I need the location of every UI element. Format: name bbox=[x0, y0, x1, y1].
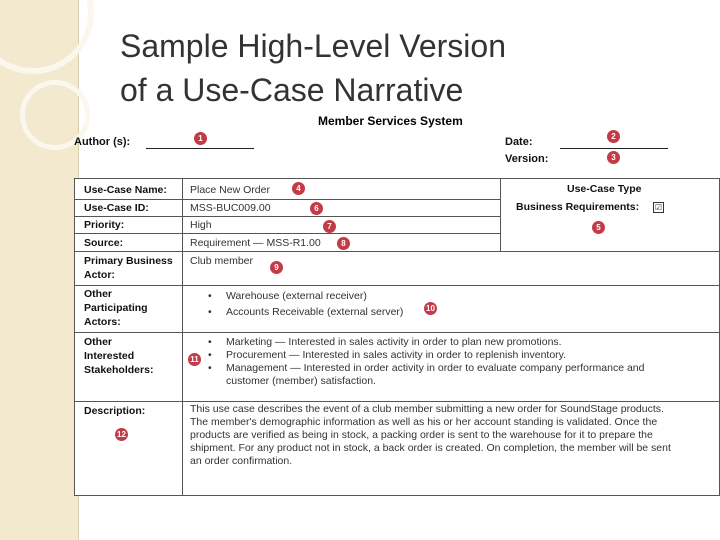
stakeholders-label-line-1: Other bbox=[84, 336, 113, 348]
callout-badge-3: 3 bbox=[607, 151, 620, 164]
callout-badge-9: 9 bbox=[270, 261, 283, 274]
use-case-name-label: Use-Case Name: bbox=[84, 184, 167, 196]
decorative-side-strip bbox=[0, 0, 79, 540]
grid-divider bbox=[74, 285, 720, 286]
priority-label: Priority: bbox=[84, 219, 125, 231]
use-case-type-label: Use-Case Type bbox=[567, 183, 642, 195]
source-value: Requirement — MSS-R1.00 bbox=[190, 237, 321, 249]
callout-badge-4: 4 bbox=[292, 182, 305, 195]
description-line: products are verified as being in stock, a packing order is sent to the warehouse for it to prepare the bbox=[190, 429, 653, 441]
source-label: Source: bbox=[84, 237, 124, 249]
stakeholders-label bbox=[84, 335, 153, 377]
callout-badge-11: 11 bbox=[188, 353, 201, 366]
list-item: • Marketing — Interested in sales activity in order to plan new promotions. bbox=[204, 336, 714, 349]
stakeholders-continuation: customer (member) satisfaction. bbox=[226, 375, 376, 387]
stakeholders-label-line-2: Interested bbox=[84, 350, 135, 362]
use-case-name-value: Place New Order bbox=[190, 184, 270, 196]
primary-actor-label-line-2: Actor: bbox=[84, 269, 115, 281]
version-label: Version: bbox=[505, 153, 549, 165]
description-line: The member's demographic information as well as his or her account standing is validated. Once the bbox=[190, 416, 658, 428]
primary-actor-value: Club member bbox=[190, 255, 254, 267]
date-label: Date: bbox=[505, 136, 533, 148]
callout-badge-5: 5 bbox=[592, 221, 605, 234]
decorative-ring bbox=[0, 0, 94, 74]
other-actors-label-line-3: Actors: bbox=[84, 316, 121, 328]
other-actors-list bbox=[204, 288, 704, 320]
primary-actor-label-line-1: Primary Business bbox=[84, 255, 173, 267]
other-actors-label-line-1: Other bbox=[84, 288, 113, 300]
grid-divider bbox=[74, 199, 500, 200]
list-item: • Accounts Receivable (external server) bbox=[204, 304, 704, 320]
list-item: • Procurement — Interested in sales activity in order to replenish inventory. bbox=[204, 349, 714, 362]
list-item: • Management — Interested in order activity in order to evaluate company performance and bbox=[204, 362, 714, 375]
description-line: This use case describes the event of a club member submitting a new order for SoundStage products. bbox=[190, 403, 664, 415]
author-label: Author (s): bbox=[74, 136, 131, 148]
author-line bbox=[146, 148, 254, 149]
callout-badge-1: 1 bbox=[194, 132, 207, 145]
system-title: Member Services System bbox=[318, 114, 463, 128]
description-text bbox=[190, 403, 714, 468]
grid-divider bbox=[500, 178, 501, 251]
callout-badge-6: 6 bbox=[310, 202, 323, 215]
callout-badge-8: 8 bbox=[337, 237, 350, 250]
callout-badge-7: 7 bbox=[323, 220, 336, 233]
primary-actor-label bbox=[84, 254, 173, 282]
grid-divider bbox=[182, 178, 183, 496]
description-line: an order confirmation. bbox=[190, 455, 293, 467]
callout-badge-12: 12 bbox=[115, 428, 128, 441]
grid-divider bbox=[74, 401, 720, 402]
stakeholders-label-line-3: Stakeholders: bbox=[84, 364, 154, 376]
callout-badge-10: 10 bbox=[424, 302, 437, 315]
slide-title-line-1: Sample High-Level Version bbox=[120, 28, 506, 64]
other-actors-label bbox=[84, 287, 148, 329]
business-requirements-label: Business Requirements: bbox=[516, 201, 640, 213]
callout-badge-2: 2 bbox=[607, 130, 620, 143]
other-actors-label-line-2: Participating bbox=[84, 302, 148, 314]
date-line bbox=[560, 148, 668, 149]
slide-title bbox=[120, 24, 640, 112]
list-item: • Warehouse (external receiver) bbox=[204, 288, 704, 304]
description-line: shipment. For any product not in stock, a back order is created. On completion, the member will be sent bbox=[190, 442, 671, 454]
grid-divider bbox=[74, 332, 720, 333]
use-case-id-label: Use-Case ID: bbox=[84, 202, 149, 214]
description-label: Description: bbox=[84, 405, 146, 417]
stakeholders-list bbox=[204, 336, 714, 375]
business-requirements-checkbox[interactable]: ☑ bbox=[654, 203, 663, 212]
priority-value: High bbox=[190, 219, 212, 231]
grid-divider bbox=[74, 216, 500, 217]
use-case-id-value: MSS-BUC009.00 bbox=[190, 202, 271, 214]
grid-divider bbox=[74, 233, 500, 234]
slide-title-line-2: of a Use-Case Narrative bbox=[120, 72, 464, 108]
grid-divider bbox=[74, 251, 720, 252]
